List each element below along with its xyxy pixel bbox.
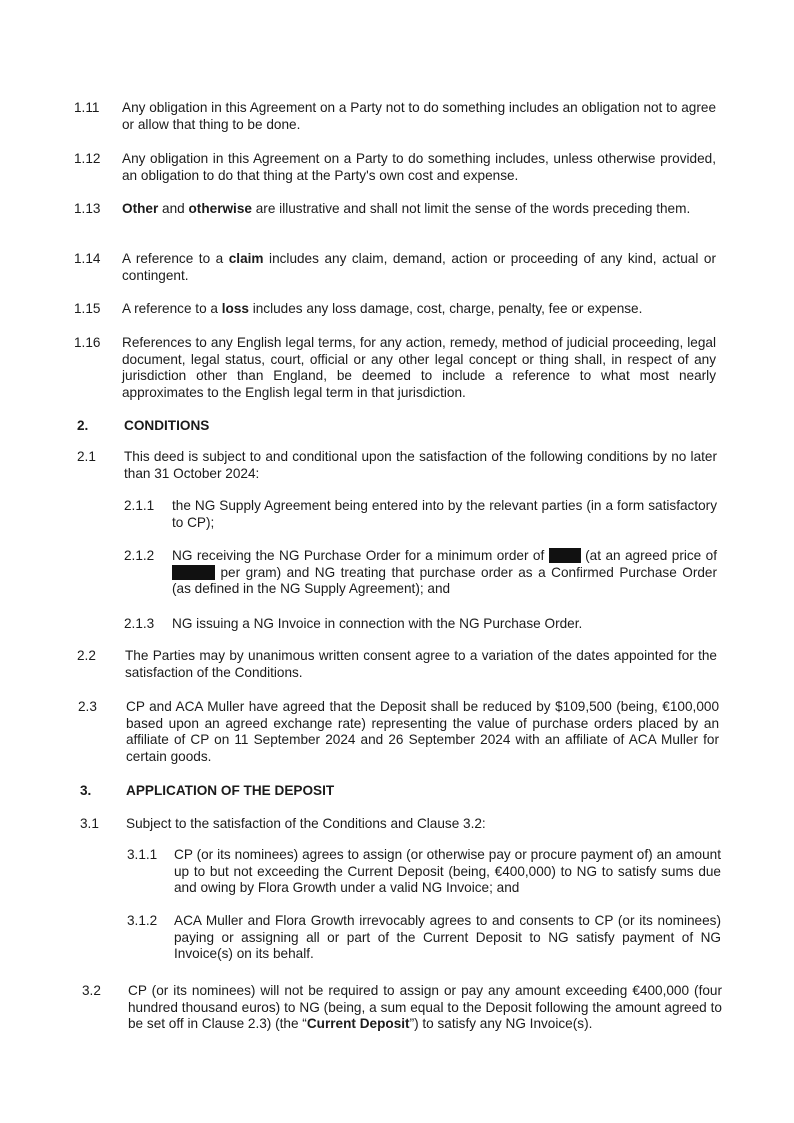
- clause-text: [172, 548, 717, 598]
- clause-number: 3.1: [80, 816, 99, 831]
- defined-term-current-deposit: Current Deposit: [306, 1016, 410, 1031]
- text-span: (at an agreed price of: [580, 548, 718, 563]
- clause-number: 2.1.3: [124, 616, 155, 631]
- text-span: NG receiving the NG Purchase Order for a minimum order of: [172, 548, 549, 563]
- defined-term-otherwise: otherwise: [188, 201, 252, 216]
- clause-text: NG issuing a NG Invoice in connection with the NG Purchase Order.: [172, 616, 583, 631]
- section-heading-conditions: [77, 418, 717, 435]
- section-number: 3.: [80, 783, 92, 798]
- clause-number: 2.1.2: [124, 548, 155, 563]
- text-span: CP (or its nominees) will not be required to assign or pay any amount exceeding €400,000 (four hundred thousand euros) to NG (being, a sum equal to the Deposit following the amount agreed to be set off in Clause 2.3) (the “: [128, 983, 722, 1031]
- clause-2-3: [78, 699, 719, 765]
- clause-number: 1.11: [74, 100, 100, 115]
- clause-number: 1.14: [74, 251, 101, 266]
- text-span: A reference to a: [122, 301, 222, 316]
- clause-1-13: [74, 201, 716, 218]
- clause-3-2: [82, 983, 722, 1033]
- clause-number: 2.1.1: [124, 498, 155, 513]
- clause-number: 1.13: [74, 201, 101, 216]
- clause-2-1-3: [124, 616, 717, 633]
- redaction-bar: [172, 565, 215, 580]
- text-span: includes any claim, demand, action or proceeding of any kind, actual or contingent.: [122, 251, 716, 283]
- clause-1-12: [74, 151, 716, 184]
- clause-1-11: [74, 100, 716, 133]
- clause-text: [122, 301, 716, 318]
- clause-text: the NG Supply Agreement being entered into by the relevant parties (in a form satisfactory to CP);: [172, 498, 717, 530]
- clause-number: 2.2: [77, 648, 96, 663]
- clause-2-1-2: [124, 548, 717, 598]
- clause-number: 2.3: [78, 699, 97, 714]
- clause-text: [128, 983, 722, 1033]
- defined-term-loss: loss: [221, 301, 249, 316]
- clause-text: References to any English legal terms, for any action, remedy, method of judicial proceeding, legal document, legal status, court, official or any other legal concept or thing shall, in respect of any jurisdiction other than England, be deemed to include a reference to what most nearly approximates to the English legal term in that jurisdiction.: [122, 335, 716, 400]
- clause-text: [122, 201, 716, 218]
- section-title: APPLICATION OF THE DEPOSIT: [126, 783, 335, 798]
- clause-text: The Parties may by unanimous written consent agree to a variation of the dates appointed for the satisfaction of the Conditions.: [125, 648, 717, 680]
- section-title: CONDITIONS: [124, 418, 210, 433]
- clause-text: CP and ACA Muller have agreed that the Deposit shall be reduced by $109,500 (being, €100,000 based upon an agreed exchange rate) representing the value of purchase orders placed by an affiliate of CP on 11 September 2024 and 26 September 2024 with an affiliate of ACA Muller for certain goods.: [126, 699, 719, 764]
- text-span: are illustrative and shall not limit the sense of the words preceding them.: [251, 201, 691, 216]
- text-span: and: [158, 201, 189, 216]
- text-span: A reference to a: [122, 251, 229, 266]
- defined-term-claim: claim: [228, 251, 264, 266]
- clause-number: 1.12: [74, 151, 101, 166]
- section-number: 2.: [77, 418, 89, 433]
- clause-number: 3.2: [82, 983, 101, 998]
- section-heading-application-of-the-deposit: [80, 783, 720, 800]
- text-span: per gram) and NG treating that purchase order as a Confirmed Purchase Order (as defined in the NG Supply Agreement); and: [172, 564, 717, 596]
- clause-2-1: [77, 449, 717, 482]
- clause-text: Any obligation in this Agreement on a Party not to do something includes an obligation not to agree or allow that thing to be done.: [122, 100, 716, 132]
- clause-number: 3.1.2: [127, 913, 158, 928]
- clause-1-16: [74, 335, 716, 401]
- clause-text: ACA Muller and Flora Growth irrevocably agrees to and consents to CP (or its nominees) paying or assigning all or part of the Current Deposit to NG satisfy payment of NG Invoice(s) on its behalf.: [174, 913, 721, 961]
- clause-number: 3.1.1: [127, 847, 158, 862]
- defined-term-other: Other: [122, 201, 159, 216]
- clause-1-14: [74, 251, 716, 284]
- clause-3-1: [80, 816, 720, 833]
- clause-number: 1.16: [74, 335, 101, 350]
- clause-2-1-1: [124, 498, 717, 531]
- clause-number: 1.15: [74, 301, 101, 316]
- clause-text: Any obligation in this Agreement on a Party to do something includes, unless otherwise provided, an obligation to do that thing at the Party's own cost and expense.: [122, 151, 716, 183]
- clause-1-15: [74, 301, 716, 318]
- clause-3-1-1: [127, 847, 721, 897]
- text-span: ”) to satisfy any NG Invoice(s).: [409, 1016, 593, 1031]
- clause-text: Subject to the satisfaction of the Conditions and Clause 3.2:: [126, 816, 486, 831]
- clause-3-1-2: [127, 913, 721, 963]
- redaction-bar: [549, 548, 581, 563]
- clause-text: CP (or its nominees) agrees to assign (or otherwise pay or procure payment of) an amount up to but not exceeding the Current Deposit (being, €400,000) to NG to satisfy sums due and owing by Flora Growth under a valid NG Invoice; and: [174, 847, 721, 895]
- clause-2-2: [77, 648, 717, 681]
- clause-text: This deed is subject to and conditional upon the satisfaction of the following conditions by no later than 31 October 2024:: [124, 449, 717, 481]
- text-span: includes any loss damage, cost, charge, penalty, fee or expense.: [248, 301, 643, 316]
- clause-number: 2.1: [77, 449, 96, 464]
- clause-text: [122, 251, 716, 284]
